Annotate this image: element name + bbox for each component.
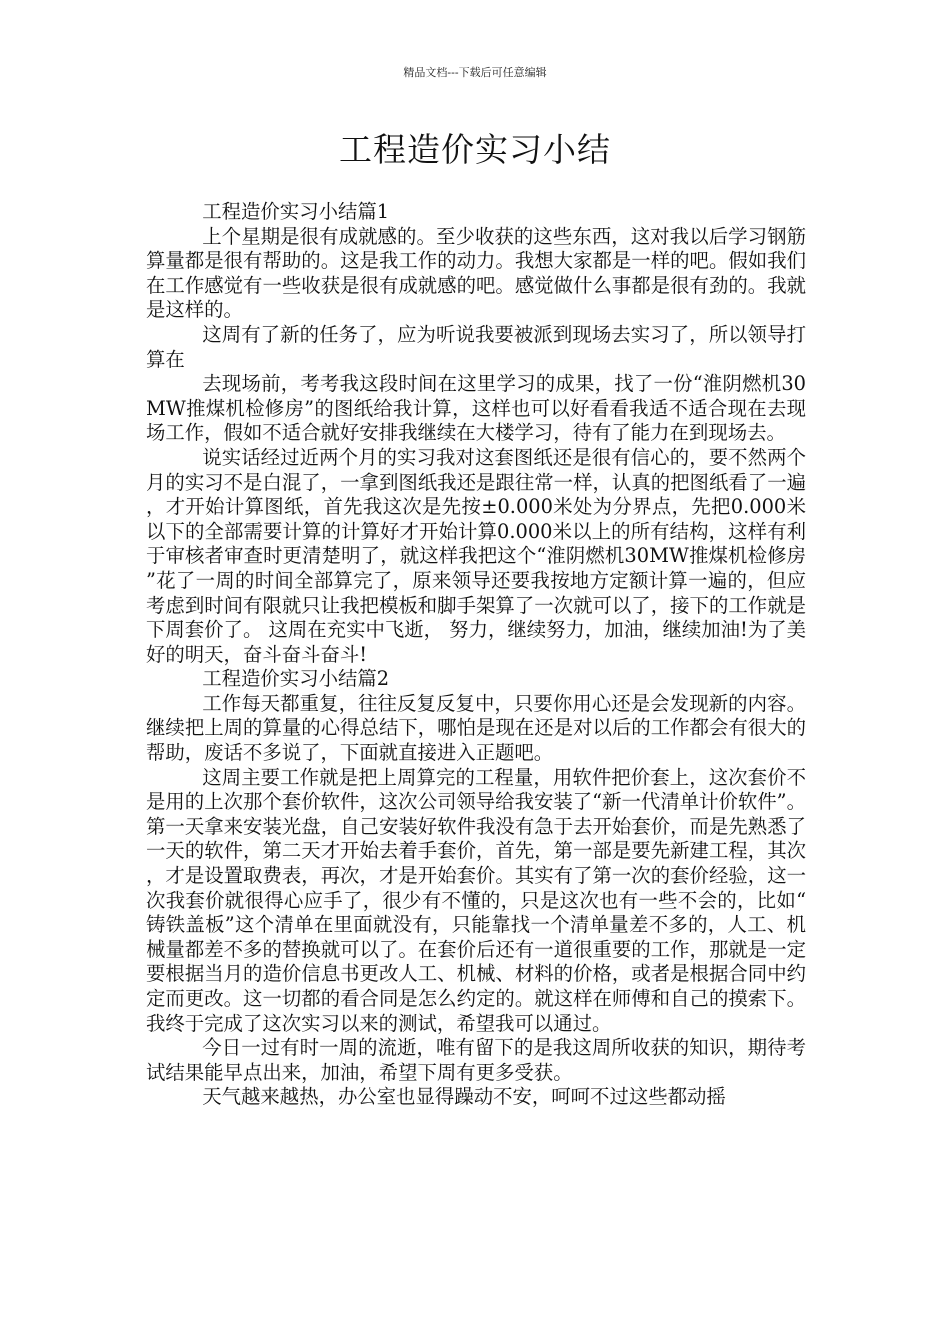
section-heading-2: 工程造价实习小结篇2 xyxy=(202,667,390,691)
body-paragraph: 这周有了新的任务了，应为听说我要被派到现场去实习了，所以领导打算在 xyxy=(146,322,806,371)
section-heading-1: 工程造价实习小结篇1 xyxy=(202,200,390,223)
body-paragraph: 说实话经过近两个月的实习我对这套图纸还是很有信心的，要不然两个月的实习不是白混了，一拿到图纸我还是跟往常一样，认真的把图纸看了一遍，才开始计算图纸，首先我这次是先按±0.000米处为分界点，先把0.000米以下的全部需要计算的计算好才开始计算0.000米以上的所有结构，这样有利于审核者审查时更清楚明了，就这样我把这个“淮阴燃机30MW推煤机检修房”花了一周的时间全部算完了，原来领导还要我按地方定额计算一遍的，但应考虑到时间有限就只让我把模板和脚手架算了一次就可以了，接下的工作就是下周套价了。 这周在充实中飞逝， 努力，继续努力，加油，继续加油!为了美好的明天，奋斗奋斗奋斗! xyxy=(146,445,807,666)
body-paragraph: 工作每天都重复，往往反复反复中，只要你用心还是会发现新的内容。继续把上周的算量的心得总结下，哪怕是现在还是对以后的工作都会有很大的帮助，废话不多说了，下面就直接进入正题吧。 xyxy=(146,691,806,765)
body-paragraph: 今日一过有时一周的流逝，唯有留下的是我这周所收获的知识，期待考试结果能早点出来，加油，希望下周有更多受获。 xyxy=(146,1036,806,1084)
header-note: 精品文档---下载后可任意编辑 xyxy=(403,66,547,79)
document-title: 工程造价实习小结 xyxy=(339,130,611,169)
body-paragraph: 上个星期是很有成就感的。至少收获的这些东西，这对我以后学习钢筋算量都是很有帮助的。这是我工作的动力。我想大家都是一样的吧。假如我们在工作感觉有一些收获是很有成就感的吧。感觉做什么事都是很有劲的。我就是这样的。 xyxy=(146,224,806,322)
document-body xyxy=(146,200,806,1110)
body-paragraph: 天气越来越热，办公室也显得躁动不安，呵呵不过这些都动摇 xyxy=(202,1085,726,1109)
body-paragraph: 这周主要工作就是把上周算完的工程量，用软件把价套上，这次套价不是用的上次那个套价软件，这次公司领导给我安装了“新一代清单计价软件”。第一天拿来安装光盘，自己安装好软件我没有急于去开始套价，而是先熟悉了一天的软件，第二天才开始去着手套价，首先，第一部是要先新建工程，其次，才是设置取费表，再次，才是开始套价。其实有了第一次的套价经验，这一次我套价就很得心应手了，很少有不懂的，只是这次也有一些不会的，比如“铸铁盖板”这个清单在里面就没有，只能靠找一个清单量差不多的，人工、机械量都差不多的替换就可以了。在套价后还有一道很重要的工作，那就是一定要根据当月的造价信息书更改人工、机械、材料的价格，或者是根据合同中约定而更改。这一切都的看合同是怎么约定的。就这样在师傅和自己的摸索下。我终于完成了这次实习以来的测试，希望我可以通过。 xyxy=(146,765,806,1035)
body-paragraph: 去现场前，考考我这段时间在这里学习的成果，找了一份“淮阴燃机30MW推煤机检修房”的图纸给我计算，这样也可以好看看我适不适合现在去现场工作，假如不适合就好安排我继续在大楼学习，待有了能力在到现场去。 xyxy=(146,372,806,445)
